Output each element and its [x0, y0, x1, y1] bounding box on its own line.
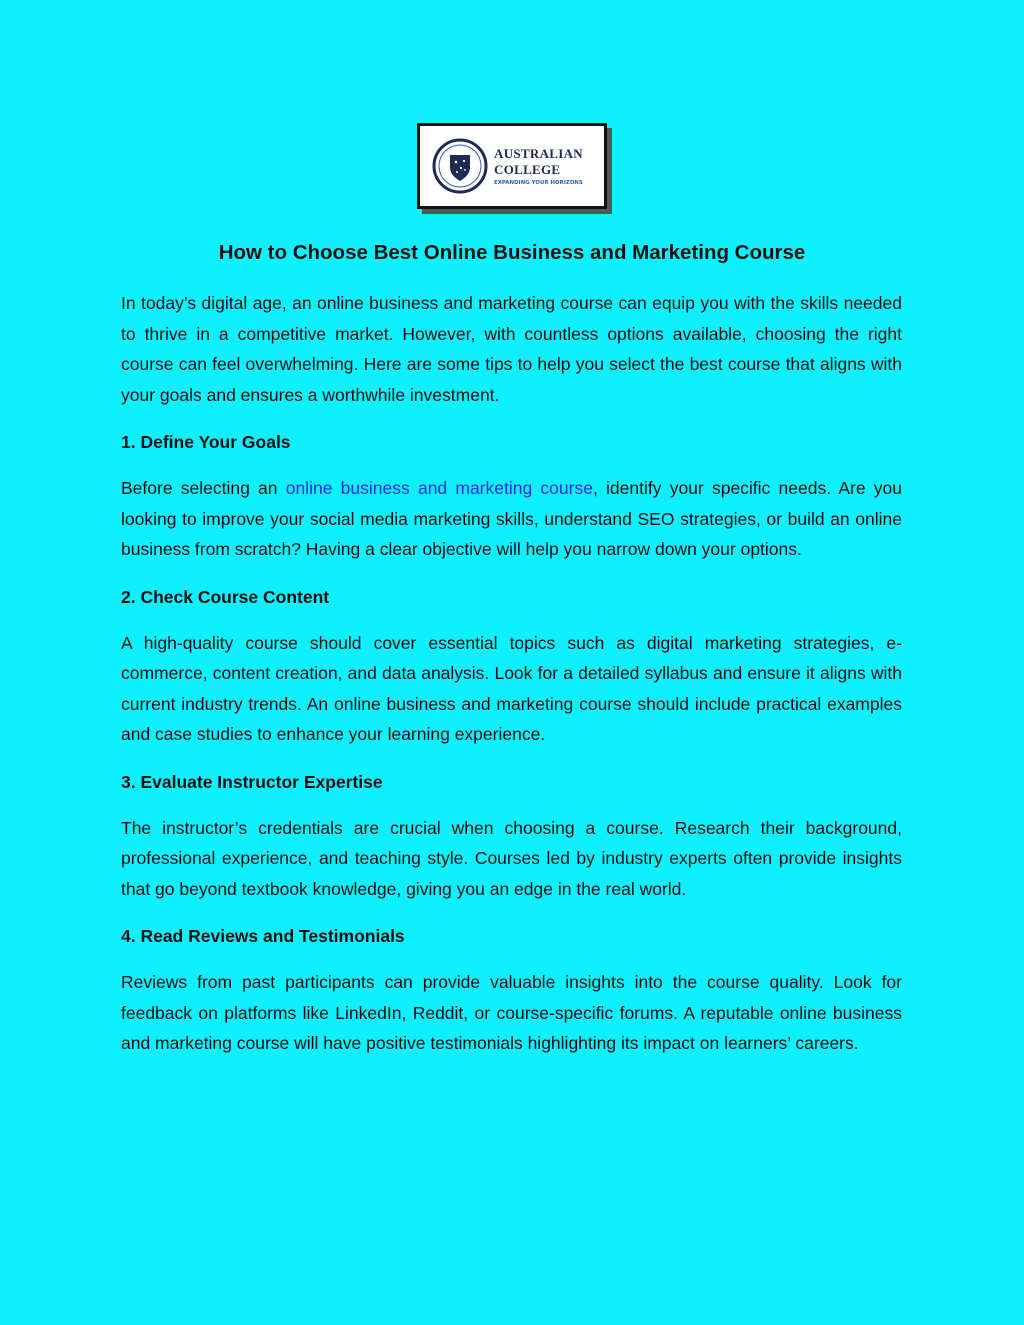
section-heading-reviews: 4. Read Reviews and Testimonials — [121, 926, 405, 946]
course-link[interactable]: online business and marketing course — [285, 478, 593, 498]
shield-icon — [432, 138, 488, 194]
section-paragraph-reviews: Reviews from past participants can provide valuable insights into the course quality. Look for feedback on platforms like LinkedIn, Reddit, or course-specific forums. A reputable online business and marketing course will have positive testimonials highlighting its impact on learners’ careers. — [121, 972, 902, 1053]
section-paragraph-goals — [121, 473, 902, 565]
section-paragraph-content: A high-quality course should cover essential topics such as digital marketing strategies, e-commerce, content creation, and data analysis. Look for a detailed syllabus and ensure it aligns with current industry trends. An online business and marketing course should include practical examples and case studies to enhance your learning experience. — [121, 632, 902, 744]
page-title: How to Choose Best Online Business and Marketing Course — [218, 241, 806, 264]
intro-paragraph: In today’s digital age, an online business and marketing course can equip you with the skills needed to thrive in a competitive market. However, with countless options available, choosing the right course can feel overwhelming. Here are some tips to help you select the best course that aligns with your goals and ensures a worthwhile investment. — [121, 293, 902, 405]
article-body — [121, 288, 902, 1076]
logo-name-line2: COLLEGE — [494, 161, 561, 177]
section-paragraph-instructor: The instructor’s credentials are crucial when choosing a course. Research their background, professional experience, and teaching style. Courses led by industry experts often provide insights that go beyond textbook knowledge, giving you an edge in the real world. — [121, 817, 902, 899]
section-heading-instructor: 3. Evaluate Instructor Expertise — [121, 771, 383, 792]
college-logo — [417, 123, 607, 209]
goals-text-after-link: , identify your specific needs. Are you looking to improve your social media marketing skills, understand SEO strategies, or build an online business from scratch? Having a clear objective will help you narrow down your options. — [121, 478, 902, 559]
goals-text-before-link: Before selecting an — [121, 478, 286, 498]
logo-wordmark — [494, 146, 583, 186]
section-heading-goals: 1. Define Your Goals — [121, 432, 291, 452]
logo-name-line1: AUSTRALIAN — [494, 145, 583, 161]
section-heading-content: 2. Check Course Content — [121, 586, 330, 607]
logo-tagline: EXPANDING YOUR HORIZONS — [494, 179, 583, 186]
